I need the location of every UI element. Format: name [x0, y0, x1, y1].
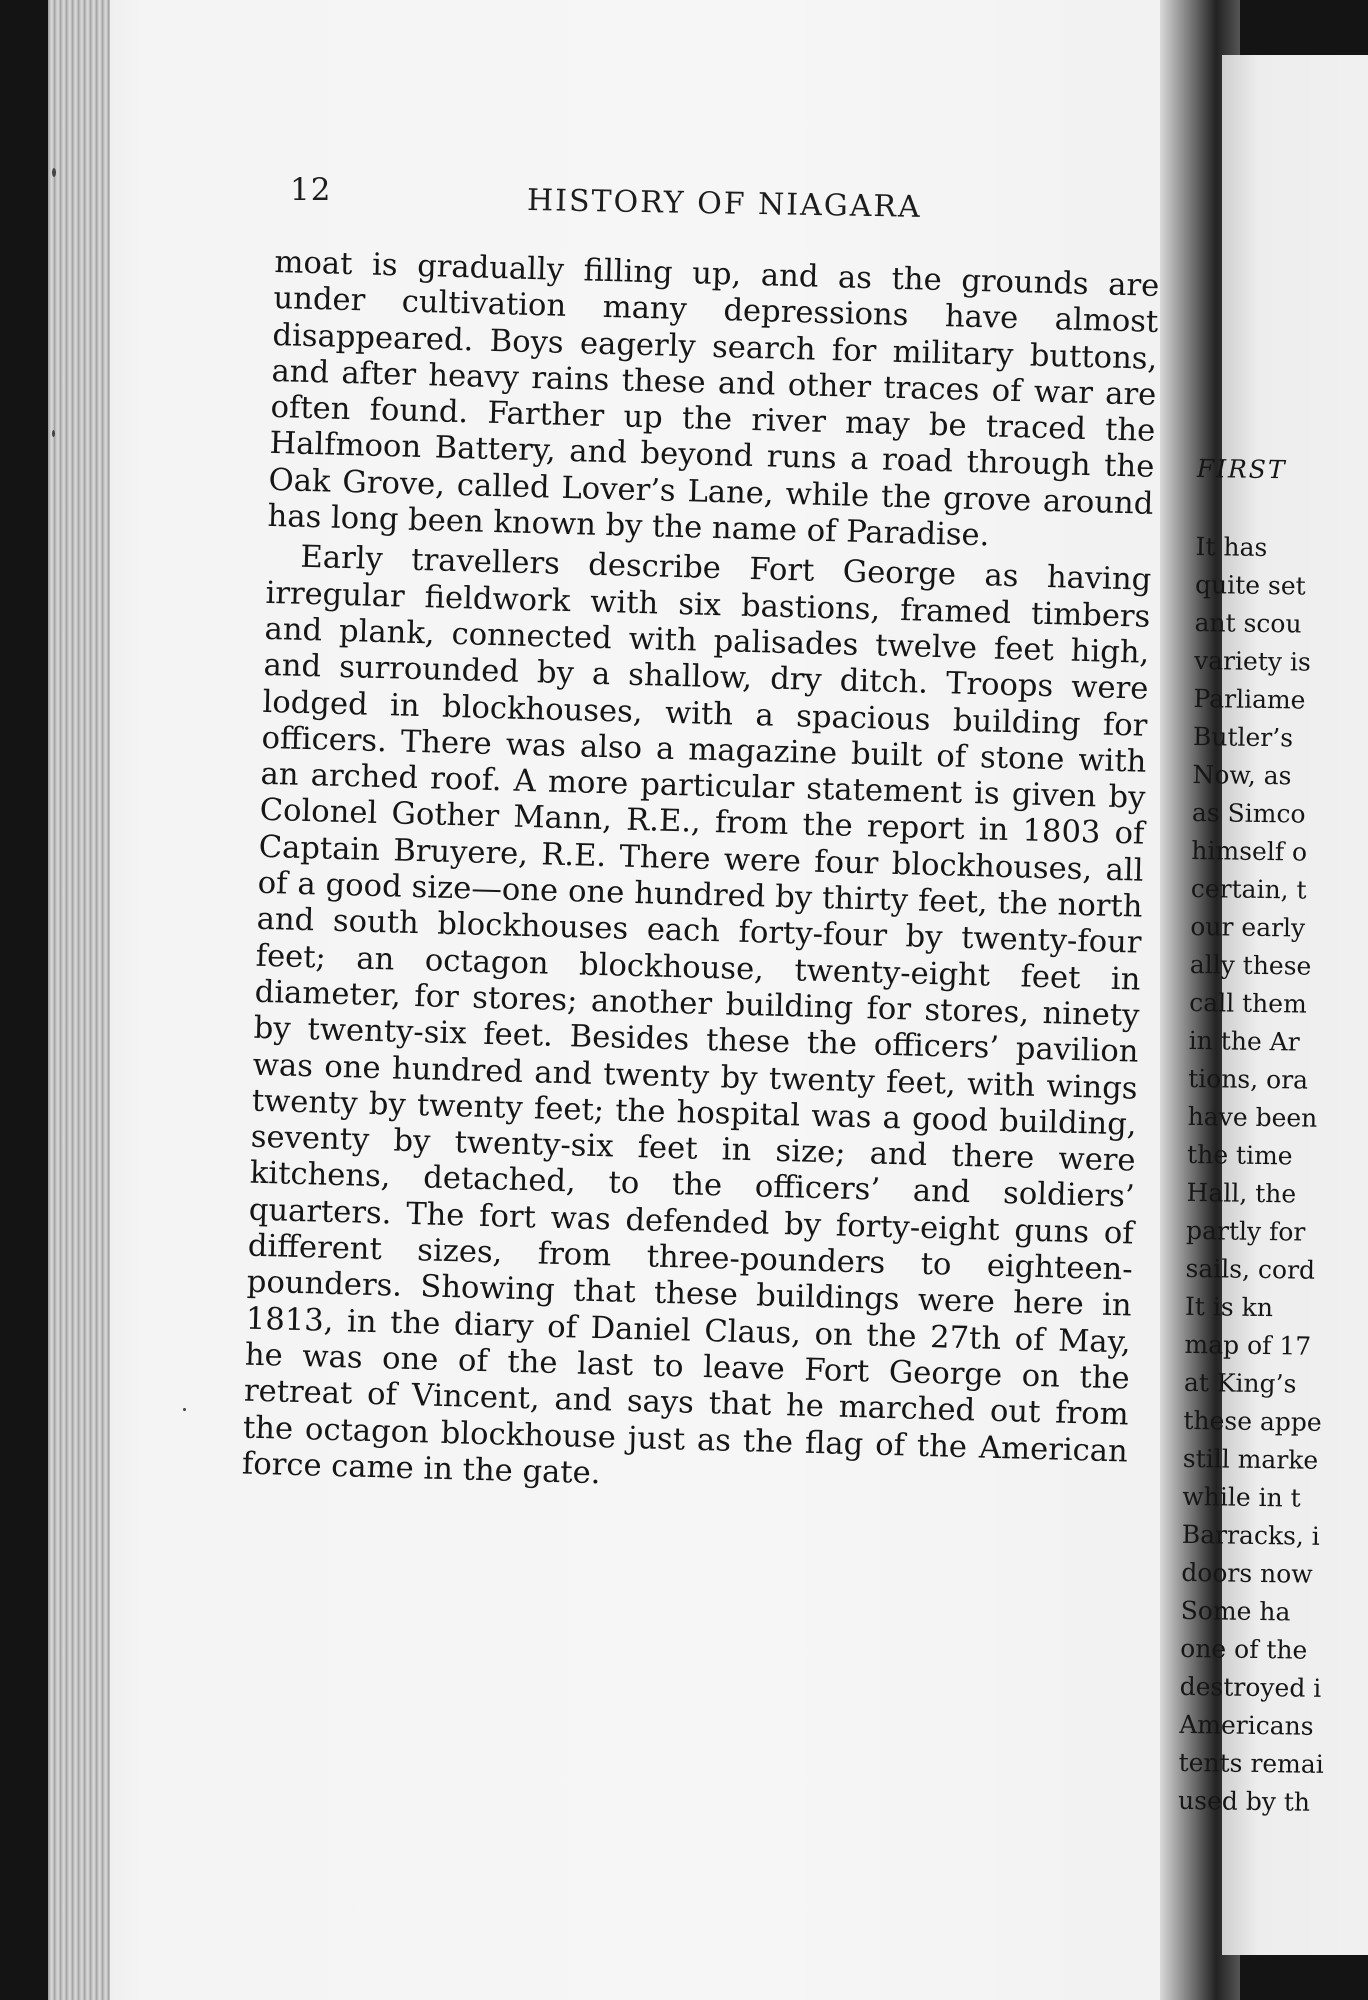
facing-line: used by th — [1177, 1785, 1311, 1817]
book-title: HISTORY OF NIAGARA — [526, 183, 923, 225]
facing-line: the time — [1186, 1139, 1293, 1171]
facing-page-lines — [1178, 528, 1366, 1822]
facing-line: himself o — [1191, 835, 1308, 867]
facing-line: Now, as — [1192, 759, 1292, 791]
facing-line: variety is — [1193, 645, 1311, 677]
page-edge-stack — [48, 0, 110, 2000]
facing-line: Americans — [1179, 1709, 1314, 1741]
facing-line: It has — [1195, 531, 1268, 562]
facing-line: Butler’s — [1192, 721, 1294, 753]
facing-line: have been — [1187, 1101, 1318, 1133]
facing-page-heading: FIRST — [1196, 453, 1287, 485]
facing-line: call them — [1189, 987, 1307, 1019]
facing-line: ally these — [1189, 949, 1312, 981]
facing-line: ant scou — [1194, 607, 1302, 639]
facing-line: certain, t — [1190, 873, 1307, 905]
facing-line: while in t — [1182, 1481, 1301, 1513]
facing-line: these appe — [1183, 1405, 1322, 1437]
facing-line: destroyed i — [1179, 1671, 1322, 1703]
facing-page-text — [1178, 450, 1367, 1822]
facing-line: Some ha — [1180, 1595, 1291, 1627]
facing-line: tions, ora — [1188, 1063, 1309, 1095]
facing-line: doors now — [1181, 1557, 1313, 1589]
dust-speck — [52, 430, 55, 437]
facing-line: one of the — [1180, 1633, 1308, 1665]
paragraph-1: moat is gradually filling up, and as the grounds are under cultivation many depressions have almost disappeared. Boys eagerly search for military buttons, and after heavy rains these and other traces of war are often found. Farther up the river may be traced the Halfmoon Battery, and beyond runs a road through the Oak Grove, called Lover’s Lane, while the grove around has long been known by the name of Paradise. — [267, 245, 1160, 554]
dust-speck — [183, 1408, 186, 1411]
facing-line: map of 17 — [1184, 1329, 1312, 1361]
running-head — [290, 172, 960, 232]
facing-line: Parliame — [1193, 683, 1306, 715]
facing-line: at King’s — [1183, 1367, 1297, 1399]
body-text — [242, 245, 1160, 1507]
facing-line: partly for — [1185, 1215, 1306, 1247]
facing-line: Barracks, i — [1181, 1519, 1321, 1551]
facing-line: our early — [1190, 911, 1306, 943]
facing-line: still marke — [1182, 1443, 1319, 1475]
facing-line: It is kn — [1184, 1291, 1274, 1323]
dust-speck — [52, 168, 56, 177]
facing-line: in the Ar — [1188, 1025, 1300, 1057]
facing-line: tents remai — [1178, 1747, 1324, 1779]
facing-line: quite set — [1194, 569, 1306, 601]
facing-line: Hall, the — [1186, 1177, 1297, 1209]
page-number: 12 — [290, 172, 332, 208]
facing-line: sails, cord — [1185, 1253, 1316, 1285]
paragraph-2: Early travellers describe Fort George as having irregular fieldwork with six bastions, framed timbers and plank, connected with palisades twelve feet high, and surrounded by a shallow, dry ditch. Troops were lodged in blockhouses, with a spacious building for officers. There was also a magazine built of stone with an arched roof. A more particular statement is given by Colonel Gother Mann, R.E., from the report in 1803 of Captain Bruyere, R.E. There were four blockhouses, all of a good size—one one hundred by thirty feet, the north and south blockhouses each forty-four by twenty-four feet; an octagon blockhouse, twenty-eight feet in diameter, for stores; another building for stores, ninety by twenty-six feet. Besides these the officers’ pavilion was one hundred and twenty by twenty feet, with wings twenty by twenty feet; the hospital was a good building, seventy by twenty-six feet in size; and there were kitchens, detached, to the officers’ and soldiers’ quarters. The fort was defended by forty-eight guns of different sizes, from three-pounders to eighteen-pounders. Showing that these buildings were here in 1813, in the diary of Daniel Claus, on the 27th of May, he was one of the last to leave Fort George on the retreat of Vincent, and says that he marched out from the octagon blockhouse just as the flag of the American force came in the gate. — [241, 540, 1152, 1492]
facing-line: as Simco — [1191, 797, 1306, 829]
